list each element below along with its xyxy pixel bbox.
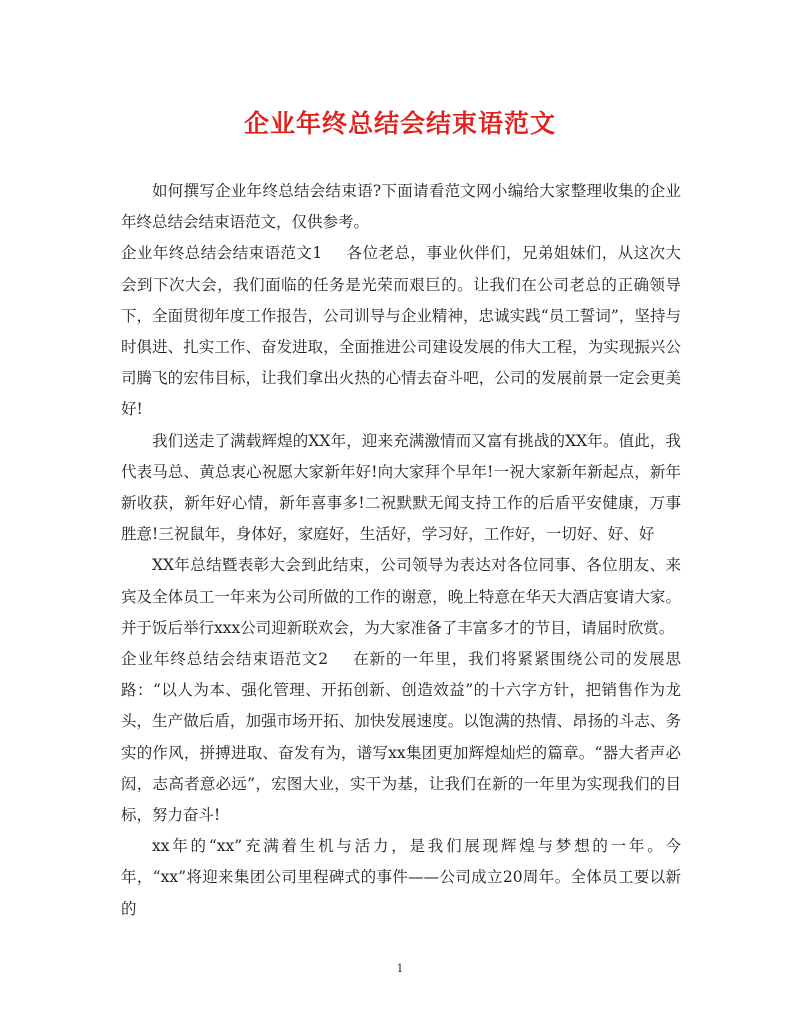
section-1-paragraph xyxy=(121,238,681,425)
page-number: 1 xyxy=(396,962,404,975)
anniversary-paragraph: xx年的“xx”充满着生机与活力，是我们展现辉煌与梦想的一年。今年，“xx”将迎来集团公司里程碑式的事件——公司成立20周年。全体员工要以新的 xyxy=(121,837,681,918)
section-1-text: 各位老总，事业伙伴们，兄弟姐妹们，从这次大会到下次大会，我们面临的任务是光荣而艰巨的。让我们在公司老总的正确领导下，全面贯彻年度工作报告，公司训导与企业精神，忠诚实践“员工誓词”，坚持与时俱进、扎实工作、奋发进取，全面推进公司建设发展的伟大工程，为实现振兴公司腾飞的宏伟目标，让我们拿出火热的心情去奋斗吧，公司的发展前景一定会更美好! xyxy=(121,244,681,419)
document-title: 企业年终总结会结束语范文 xyxy=(243,109,556,138)
section-2-paragraph xyxy=(121,644,681,831)
new-year-paragraph: 我们送走了满载辉煌的XX年，迎来充满激情而又富有挑战的XX年。值此，我代表马总、黄总衷心祝愿大家新年好!向大家拜个早年!一祝大家新年新起点，新年新收获，新年好心情，新年喜事多!二祝默默无闻支持工作的后盾平安健康，万事胜意!三祝鼠年，身体好，家庭好，生活好，学习好，工作好，一切好、好、好 xyxy=(121,431,681,544)
section-2-text: 在新的一年里，我们将紧紧围绕公司的发展思路：“以人为本、强化管理、开拓创新、创造效益”的十六字方针，把销售作为龙头，生产做后盾，加强市场开拓、加快发展速度。以饱满的热情、昂扬的斗志、务实的作风，拼搏进取、奋发有为，谱写xx集团更加辉煌灿烂的篇章。“器大者声必闳，志高者意必远”，宏图大业，实干为基，让我们在新的一年里为实现我们的目标，努力奋斗! xyxy=(121,650,681,825)
intro-paragraph: 如何撰写企业年终总结会结束语?下面请看范文网小编给大家整理收集的企业年终总结会结束语范文，仅供参考。 xyxy=(121,182,681,232)
closing-paragraph: XX年总结暨表彰大会到此结束，公司领导为表达对各位同事、各位朋友、来宾及全体员工一年来为公司所做的工作的谢意，晚上特意在华天大酒店宴请大家。并于饭后举行xxx公司迎新联欢会，为大家准备了丰富多才的节目，请届时欣赏。 xyxy=(121,556,681,637)
document-body xyxy=(121,176,681,925)
section-2-heading: 企业年终总结会结束语范文2 xyxy=(121,650,329,669)
section-1-heading: 企业年终总结会结束语范文1 xyxy=(121,244,323,263)
